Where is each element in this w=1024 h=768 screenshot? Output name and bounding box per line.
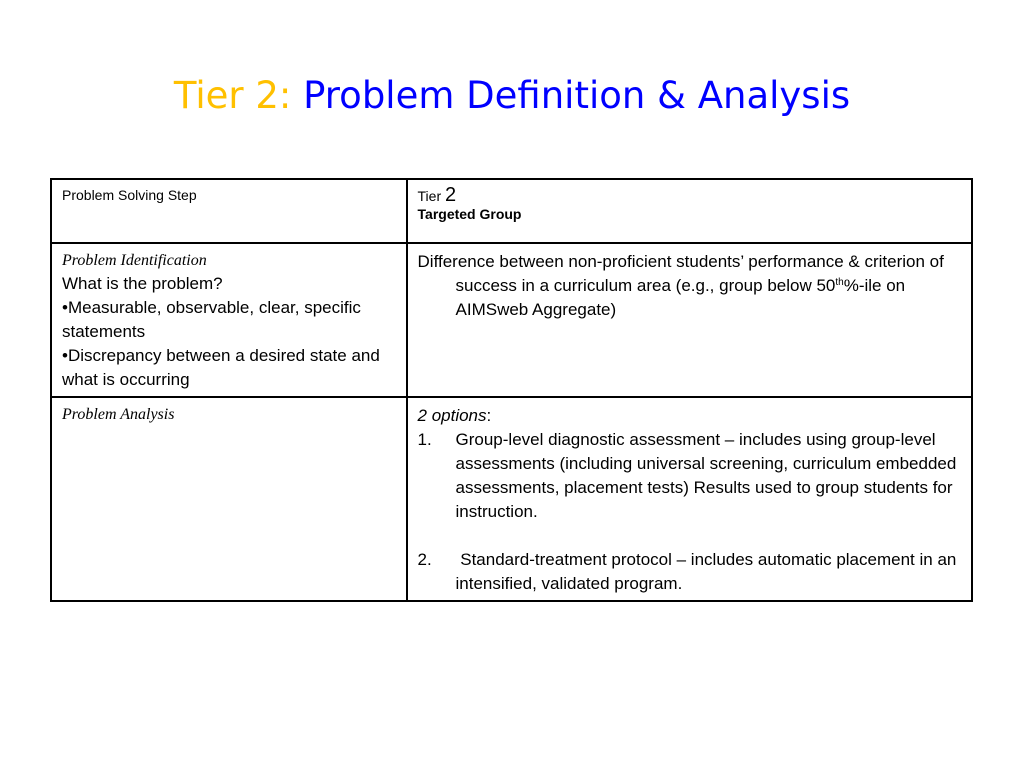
step-name: Problem Identification (62, 252, 207, 269)
option-item (418, 548, 961, 596)
description-cell (407, 397, 972, 601)
title-main-label: Problem Definition & Analysis (303, 74, 851, 117)
option-number: 1. (417, 430, 432, 449)
option-item (418, 428, 961, 524)
description-text-after: %-ile on AIMSweb Aggregate) (455, 276, 906, 319)
table-header-row (51, 179, 972, 243)
step-name: Problem Analysis (62, 406, 175, 423)
slide-title (0, 70, 1024, 122)
options-intro-label: 2 options (417, 406, 487, 425)
description-text-before: Difference between non-proficient students’ performance & criterion of success in a curriculum area (e.g., group below 50 (417, 252, 944, 295)
step-bullet: • Measurable, observable, clear, specific statements (62, 296, 396, 344)
option-text: Standard-treatment protocol – includes automatic placement in an intensified, validated program. (455, 550, 957, 593)
options-intro (418, 404, 961, 428)
header-tier-subtitle: Targeted Group (417, 206, 522, 222)
step-question: What is the problem? (62, 274, 223, 293)
table-row (51, 397, 972, 601)
title-tier-label: Tier 2: (173, 74, 292, 117)
table-row (51, 243, 972, 397)
description-text (418, 250, 961, 322)
option-spacer (418, 524, 961, 548)
step-cell (51, 243, 407, 397)
options-intro-colon: : (486, 406, 492, 425)
description-superscript: th (835, 277, 844, 288)
description-cell (407, 243, 972, 397)
step-bullet: • Discrepancy between a desired state and what is occurring (62, 344, 396, 392)
header-step-label: Problem Solving Step (62, 187, 197, 203)
header-cell-step (51, 179, 407, 243)
problem-definition-table (50, 178, 973, 602)
step-cell (51, 397, 407, 601)
header-cell-tier (407, 179, 972, 243)
option-text: Group-level diagnostic assessment – includes using group-level assessments (including universal screening, curriculum embedded assessments, placement tests) Results used to group students for instruction. (455, 430, 957, 521)
header-tier-word: Tier (417, 188, 442, 204)
header-tier-number: 2 (445, 184, 457, 206)
header-tier-line (418, 186, 961, 205)
option-number: 2. (417, 550, 432, 569)
